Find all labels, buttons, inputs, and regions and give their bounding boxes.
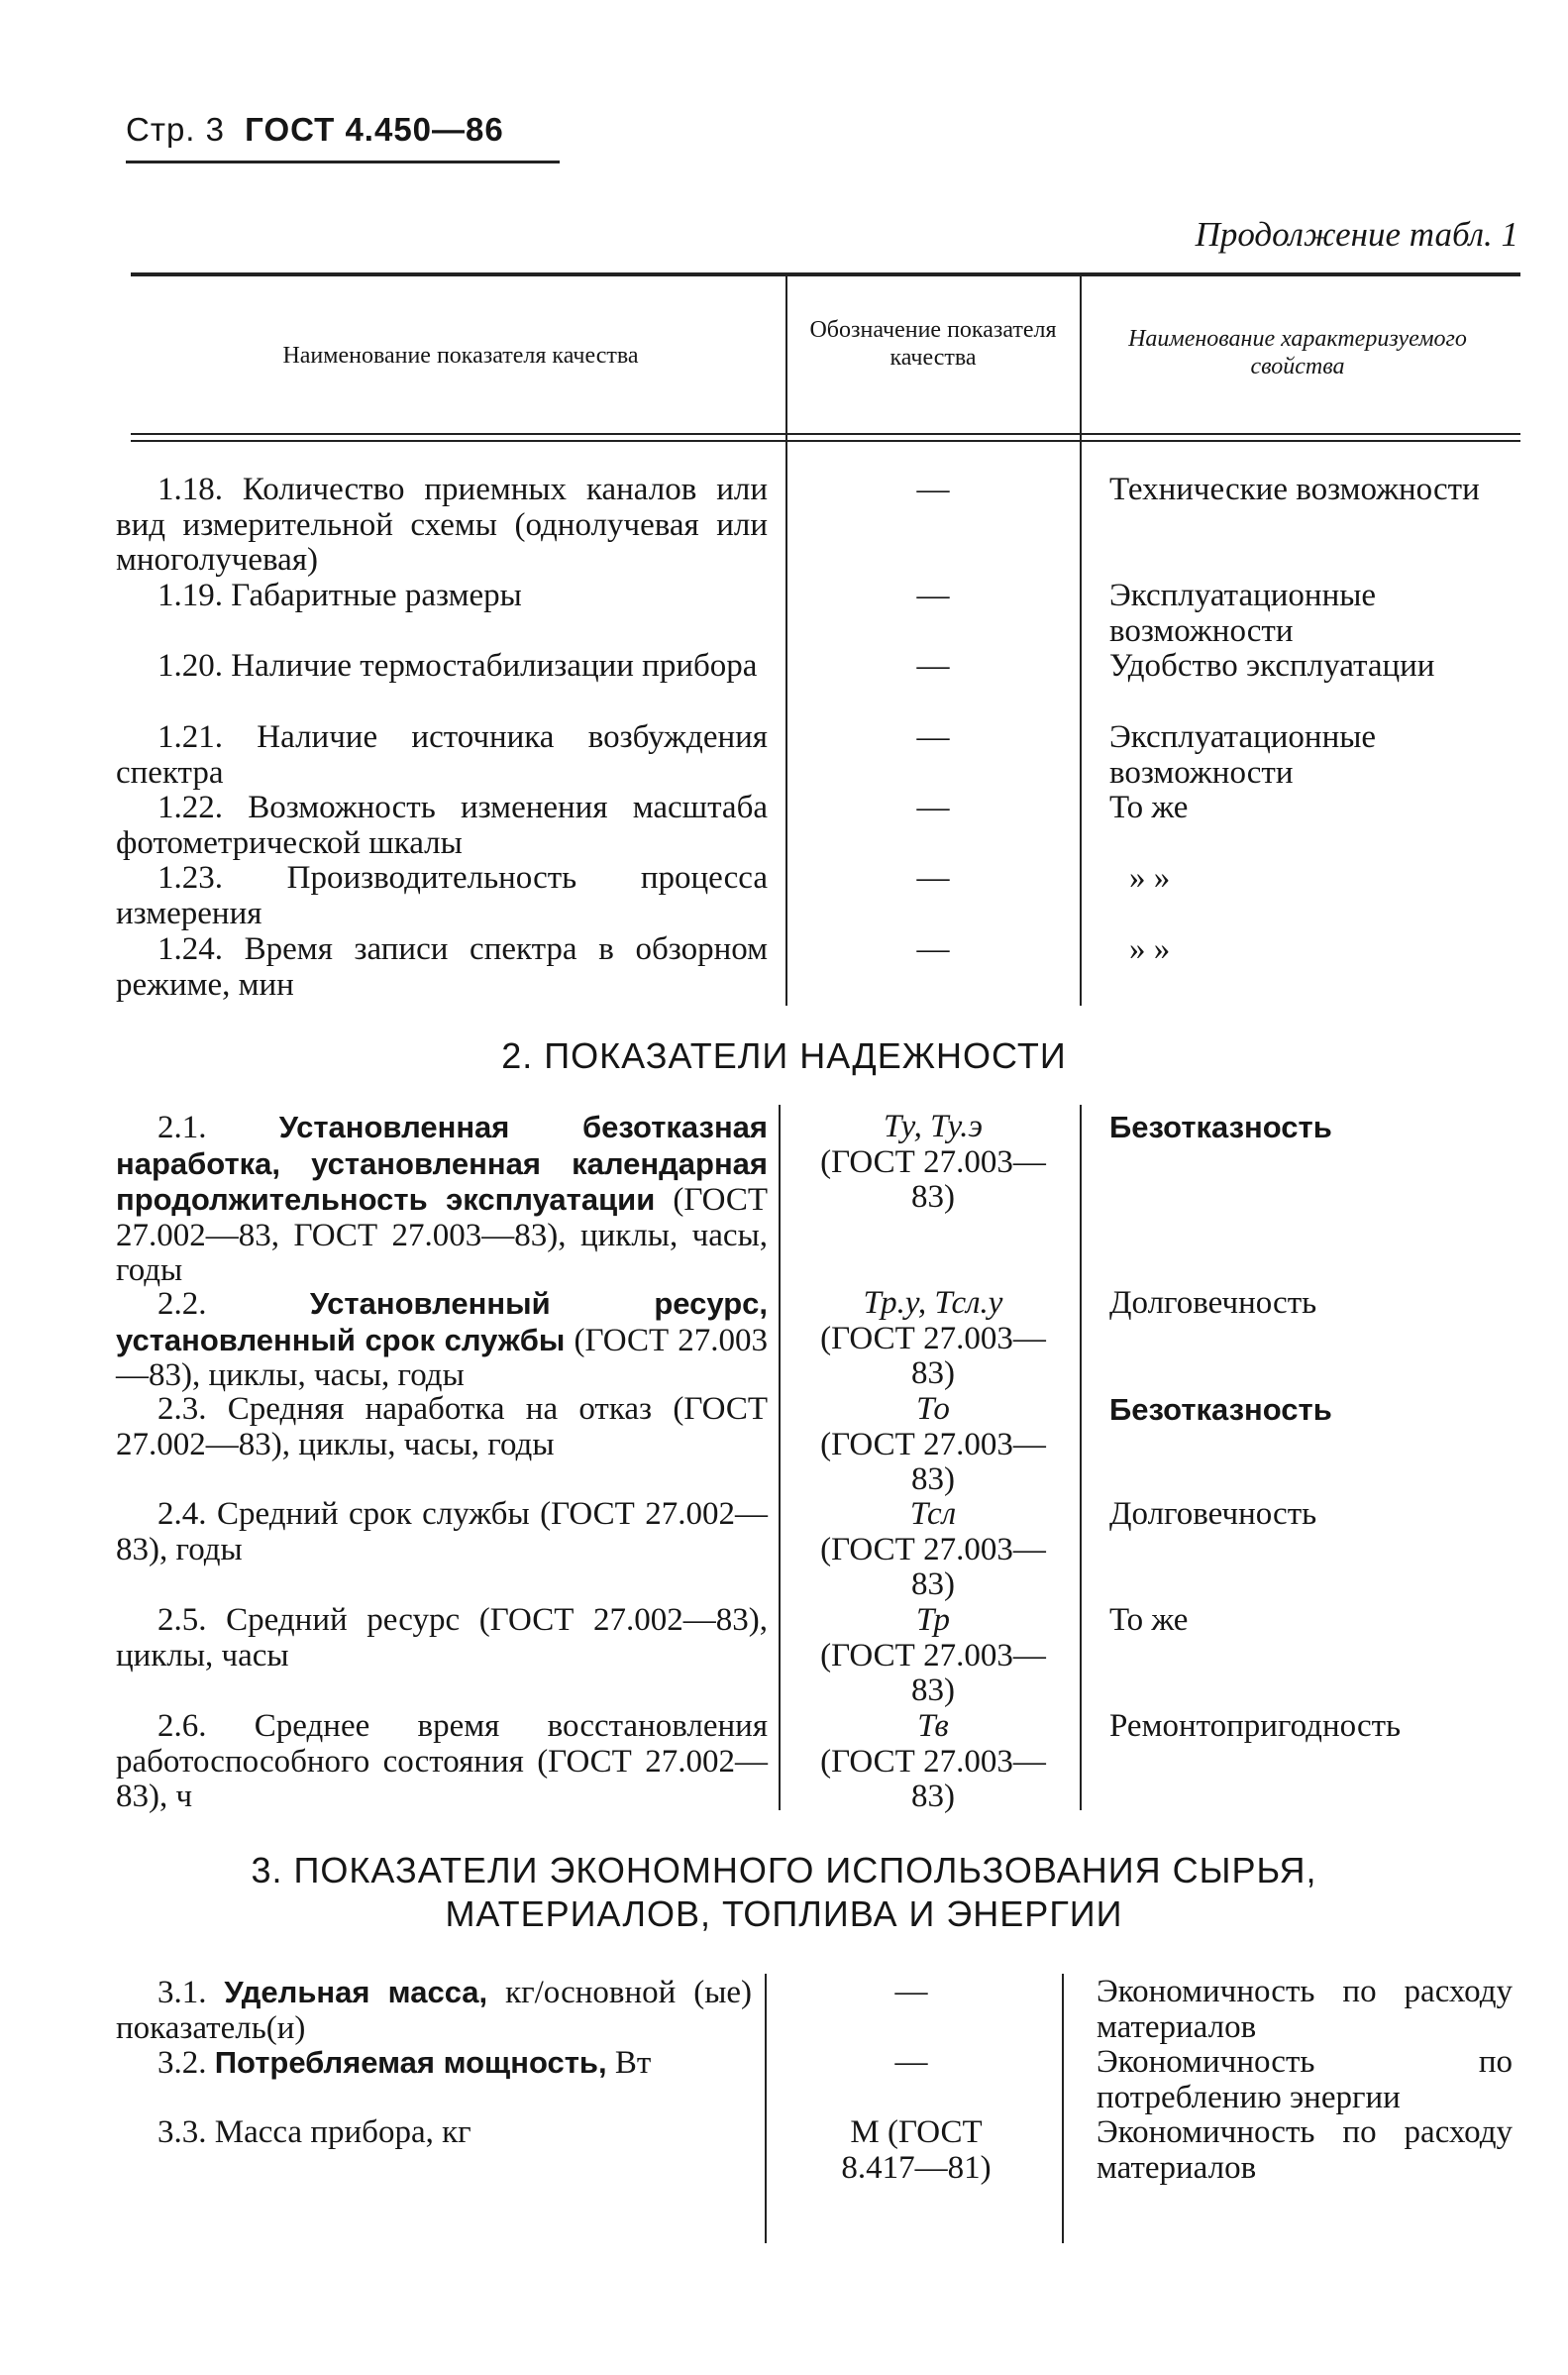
characterized-property: Эксплуатационные возможности <box>1109 578 1377 649</box>
indicator-symbol: Ту, Ту.э (ГОСТ 27.003—83) <box>820 1109 1046 1215</box>
header-rule <box>126 161 560 163</box>
indicator-symbol: — <box>916 719 950 755</box>
header-bottom-border-double <box>131 440 1520 442</box>
quality-indicator-name: 1.24. Время записи спектра в обзорном режиме, мин <box>116 931 768 1003</box>
characterized-property: Эксплуатационные возможности <box>1109 719 1377 791</box>
indicator-symbol: — <box>916 860 950 896</box>
indicator-symbol: — <box>894 1974 928 2009</box>
section-title-economy: 3. ПОКАЗАТЕЛИ ЭКОНОМНОГО ИСПОЛЬЗОВАНИЯ СЫРЬЯ, МАТЕРИАЛОВ, ТОПЛИВА И ЭНЕРГИИ <box>251 1850 1317 1934</box>
characterized-property: Безотказность <box>1109 1392 1332 1427</box>
characterized-property: Экономичность по расходу материалов <box>1097 2114 1513 2186</box>
indicator-symbol: — <box>916 648 950 684</box>
section-title-reliability: 2. ПОКАЗАТЕЛИ НАДЕЖНОСТИ <box>501 1035 1067 1076</box>
characterized-property: То же <box>1109 790 1189 825</box>
column-header-name: Наименование показателя качества <box>282 343 639 369</box>
quality-indicator-name: 2.3. Средняя наработка на отказ (ГОСТ 27.002—83), циклы, часы, годы <box>116 1391 768 1462</box>
column-divider-1 <box>779 1105 781 1810</box>
quality-indicator-name: 2.4. Средний срок службы (ГОСТ 27.002—83), годы <box>116 1496 768 1567</box>
quality-indicator-name: 1.19. Габаритные размеры <box>157 578 522 613</box>
characterized-property: Экономичность по потреблению энергии <box>1097 2044 1513 2115</box>
indicator-symbol: Тсл (ГОСТ 27.003—83) <box>820 1496 1046 1602</box>
indicator-symbol: — <box>916 472 950 507</box>
quality-indicator-name: 1.21. Наличие источника возбуждения спектра <box>116 719 768 791</box>
characterized-property: Безотказность <box>1109 1110 1332 1144</box>
characterized-property: Технические возможности <box>1109 472 1480 507</box>
quality-indicator-name: 1.22. Возможность изменения масштаба фотометрической шкалы <box>116 790 768 861</box>
indicator-symbol: — <box>916 790 950 825</box>
quality-indicator-name: 1.18. Количество приемных каналов или вид измерительной схемы (однолучевая или многолучевая) <box>116 472 768 578</box>
column-divider-2 <box>1080 1105 1082 1810</box>
indicator-symbol: — <box>916 578 950 613</box>
page-number: Стр. 3 <box>126 111 225 148</box>
quality-indicator-name: 2.6. Среднее время восстановления работоспособного состояния (ГОСТ 27.002—83), ч <box>116 1708 769 1814</box>
table-continuation-label: Продолжение табл. 1 <box>1195 215 1518 254</box>
characterized-property: Долговечность <box>1109 1285 1317 1321</box>
indicator-symbol: То (ГОСТ 27.003—83) <box>820 1391 1046 1497</box>
indicator-symbol: — <box>894 2044 928 2080</box>
quality-indicator-name: 2.5. Средний ресурс (ГОСТ 27.002—83), циклы, часы <box>116 1602 768 1673</box>
quality-indicator-name: 3.2. Потребляемая мощность, Вт <box>157 2045 652 2081</box>
column-divider-1 <box>765 1974 767 2243</box>
characterized-property: » » <box>1129 860 1171 896</box>
page-header <box>126 111 504 149</box>
indicator-symbol: Тр.у, Тсл.у (ГОСТ 27.003—83) <box>820 1285 1046 1391</box>
characterized-property: » » <box>1129 931 1171 967</box>
quality-indicator-name: 2.1. Установленная безотказная наработка, установленная календарная продолжительность эксплуатации (ГОСТ 27.002—83, ГОСТ 27.003—83), циклы, часы, годы <box>116 1110 769 1288</box>
column-divider-2 <box>1062 1974 1064 2243</box>
quality-indicator-name: 1.20. Наличие термостабилизации прибора <box>157 648 758 684</box>
quality-indicator-name: 3.3. Масса прибора, кг <box>157 2114 471 2150</box>
characterized-property: Долговечность <box>1109 1496 1317 1532</box>
standard-number: ГОСТ 4.450—86 <box>245 111 504 148</box>
column-header-symbol: Обозначение показателя качества <box>809 317 1057 371</box>
quality-indicator-name: 2.2. Установленный ресурс, установленный срок службы (ГОСТ 27.003—83), циклы, часы, годы <box>116 1286 769 1393</box>
column-divider-2 <box>1080 272 1082 1006</box>
characterized-property: То же <box>1109 1602 1189 1638</box>
quality-indicator-name: 3.1. Удельная масса, кг/основной (ые) показатель(и) <box>116 1975 753 2046</box>
column-header-property: Наименование характеризуемого свойства <box>1128 326 1467 379</box>
quality-indicator-name: 1.23. Производительность процесса измерения <box>116 860 768 931</box>
column-divider-1 <box>785 272 787 1006</box>
table-top-border <box>131 272 1520 276</box>
characterized-property: Ремонтопригодность <box>1109 1708 1402 1744</box>
header-bottom-border <box>131 433 1520 435</box>
indicator-symbol: Тр (ГОСТ 27.003—83) <box>820 1602 1046 1708</box>
indicator-symbol: — <box>916 931 950 967</box>
indicator-symbol: Тв (ГОСТ 27.003—83) <box>820 1708 1046 1814</box>
characterized-property: Экономичность по расходу материалов <box>1097 1974 1513 2045</box>
indicator-symbol: М (ГОСТ 8.417—81) <box>841 2114 992 2186</box>
characterized-property: Удобство эксплуатации <box>1109 648 1435 684</box>
